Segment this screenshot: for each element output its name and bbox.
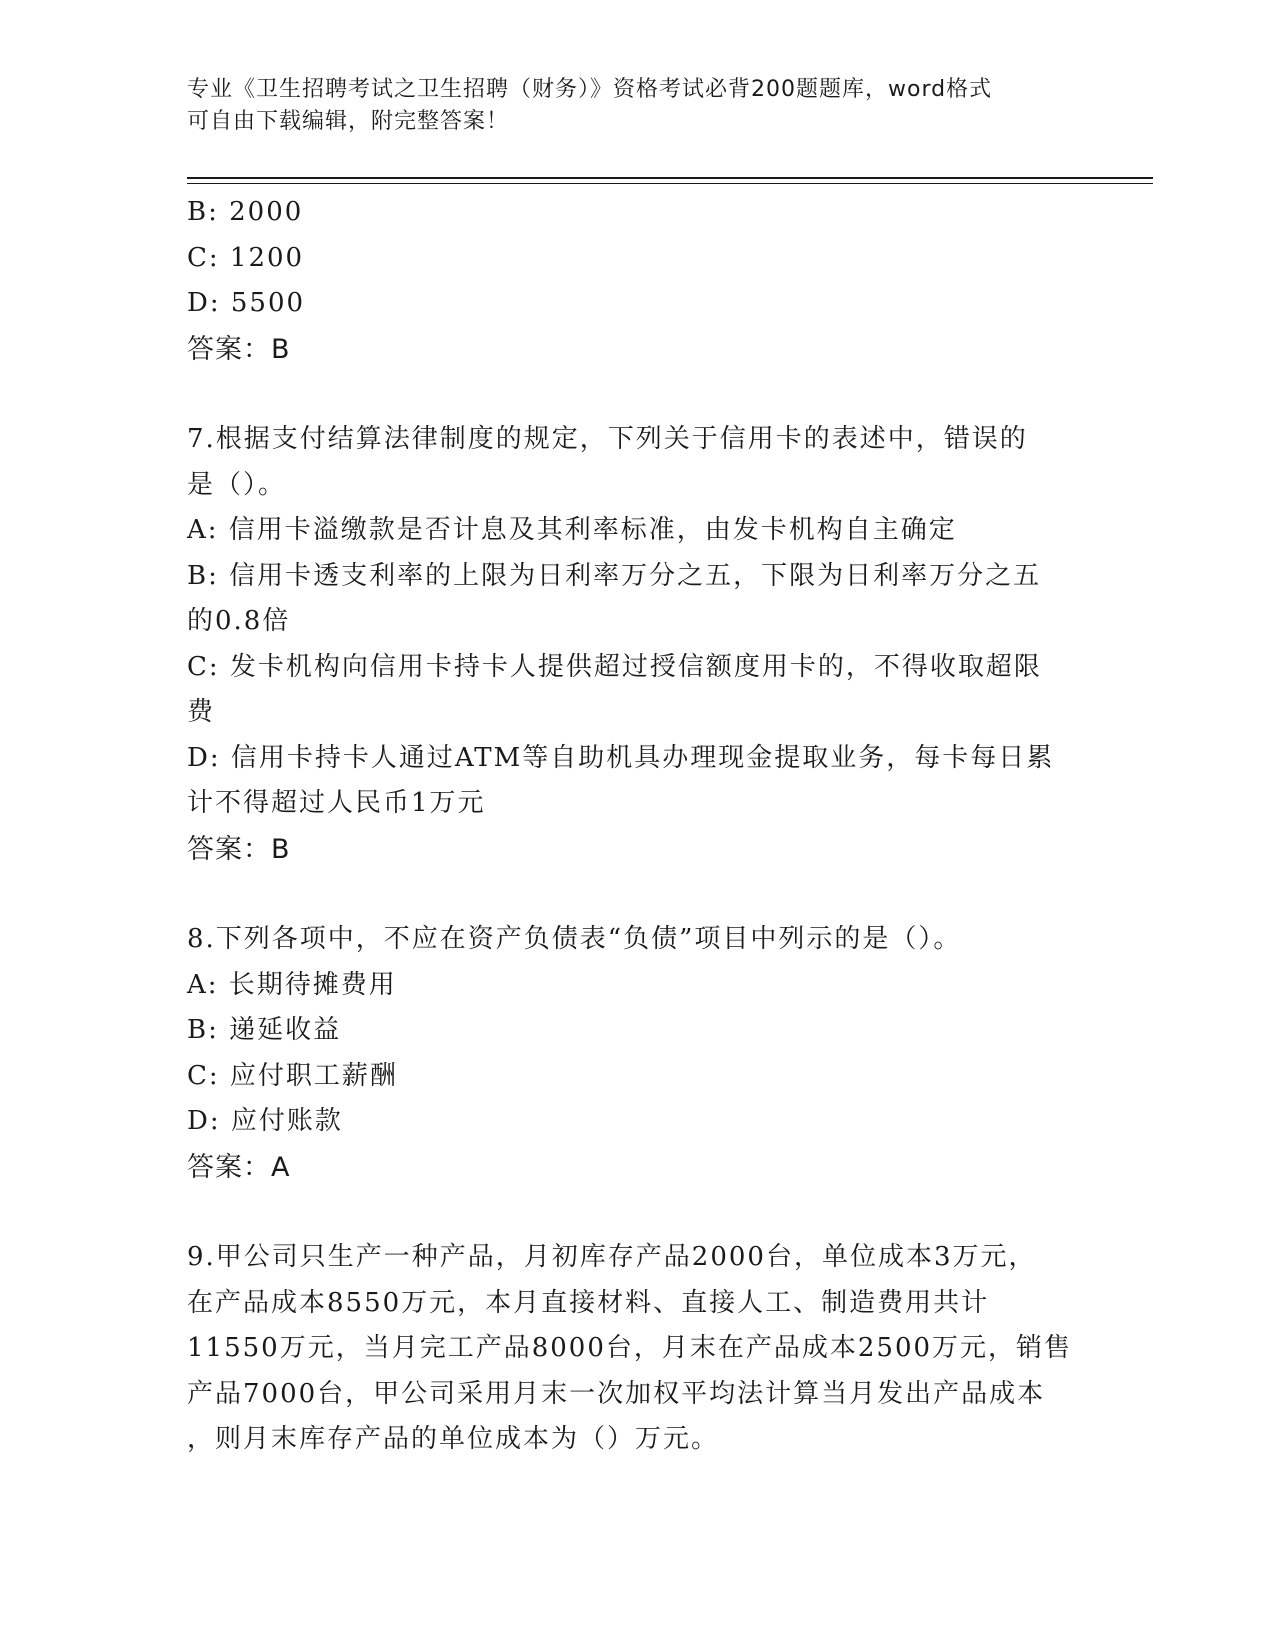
answer-line: 答案：B [187,333,291,365]
question-9 [187,1235,1087,1463]
header-rule-thin [187,183,1153,184]
question-body [187,190,1087,1463]
answer-line: 答案：A [187,1151,291,1183]
question-7 [187,417,1087,872]
page-header [187,74,1067,138]
question-text-line: 是（）。 [187,469,287,500]
header-rule-thick [187,177,1153,179]
spacer [187,872,1087,917]
option-line: 计不得超过人民币1万元 [187,788,486,818]
question-6-tail [187,190,1087,372]
option-line: C: 发卡机构向信用卡持卡人提供超过授信额度用卡的，不得收取超限 [187,651,1042,682]
question-text-line: 7.根据支付结算法律制度的规定，下列关于信用卡的表述中，错误的 [187,424,1028,454]
option-line: C: 应付职工薪酬 [187,1060,398,1091]
question-text-line: ，则月末库存产品的单位成本为（）万元。 [187,1424,720,1454]
option-line: B: 递延收益 [187,1015,342,1045]
header-line-1: 专业《卫生招聘考试之卫生招聘（财务）》资格考试必背200题题库，word格式 [187,77,993,102]
question-text-line: 产品7000台，甲公司采用月末一次加权平均法计算当月发出产品成本 [187,1378,1046,1409]
option-line: D: 应付账款 [187,1106,343,1136]
header-line-2: 可自由下载编辑，附完整答案！ [187,109,510,134]
spacer [187,372,1087,417]
question-text-line: 在产品成本8550万元，本月直接材料、直接人工、制造费用共计 [187,1287,990,1318]
option-line: 的0.8倍 [187,606,291,636]
option-line: A: 长期待摊费用 [187,969,397,1000]
option-line: D: 5500 [187,288,306,318]
option-line: 费 [187,697,216,727]
option-line: B: 信用卡透支利率的上限为日利率万分之五，下限为日利率万分之五 [187,560,1042,591]
option-line: D: 信用卡持卡人通过ATM等自助机具办理现金提取业务，每卡每日累 [187,742,1055,773]
question-text-line: 8.下列各项中，不应在资产负债表“负债”项目中列示的是（）。 [187,924,962,954]
option-line: C: 1200 [187,242,305,273]
question-8 [187,917,1087,1190]
spacer [187,1190,1087,1235]
question-text-line: 11550万元，当月完工产品8000台，月末在产品成本2500万元，销售 [187,1333,1073,1363]
answer-line: 答案：B [187,833,291,865]
option-line: B: 2000 [187,197,304,227]
question-text-line: 9.甲公司只生产一种产品，月初库存产品2000台，单位成本3万元， [187,1242,1037,1272]
option-line: A: 信用卡溢缴款是否计息及其利率标准，由发卡机构自主确定 [187,515,957,545]
